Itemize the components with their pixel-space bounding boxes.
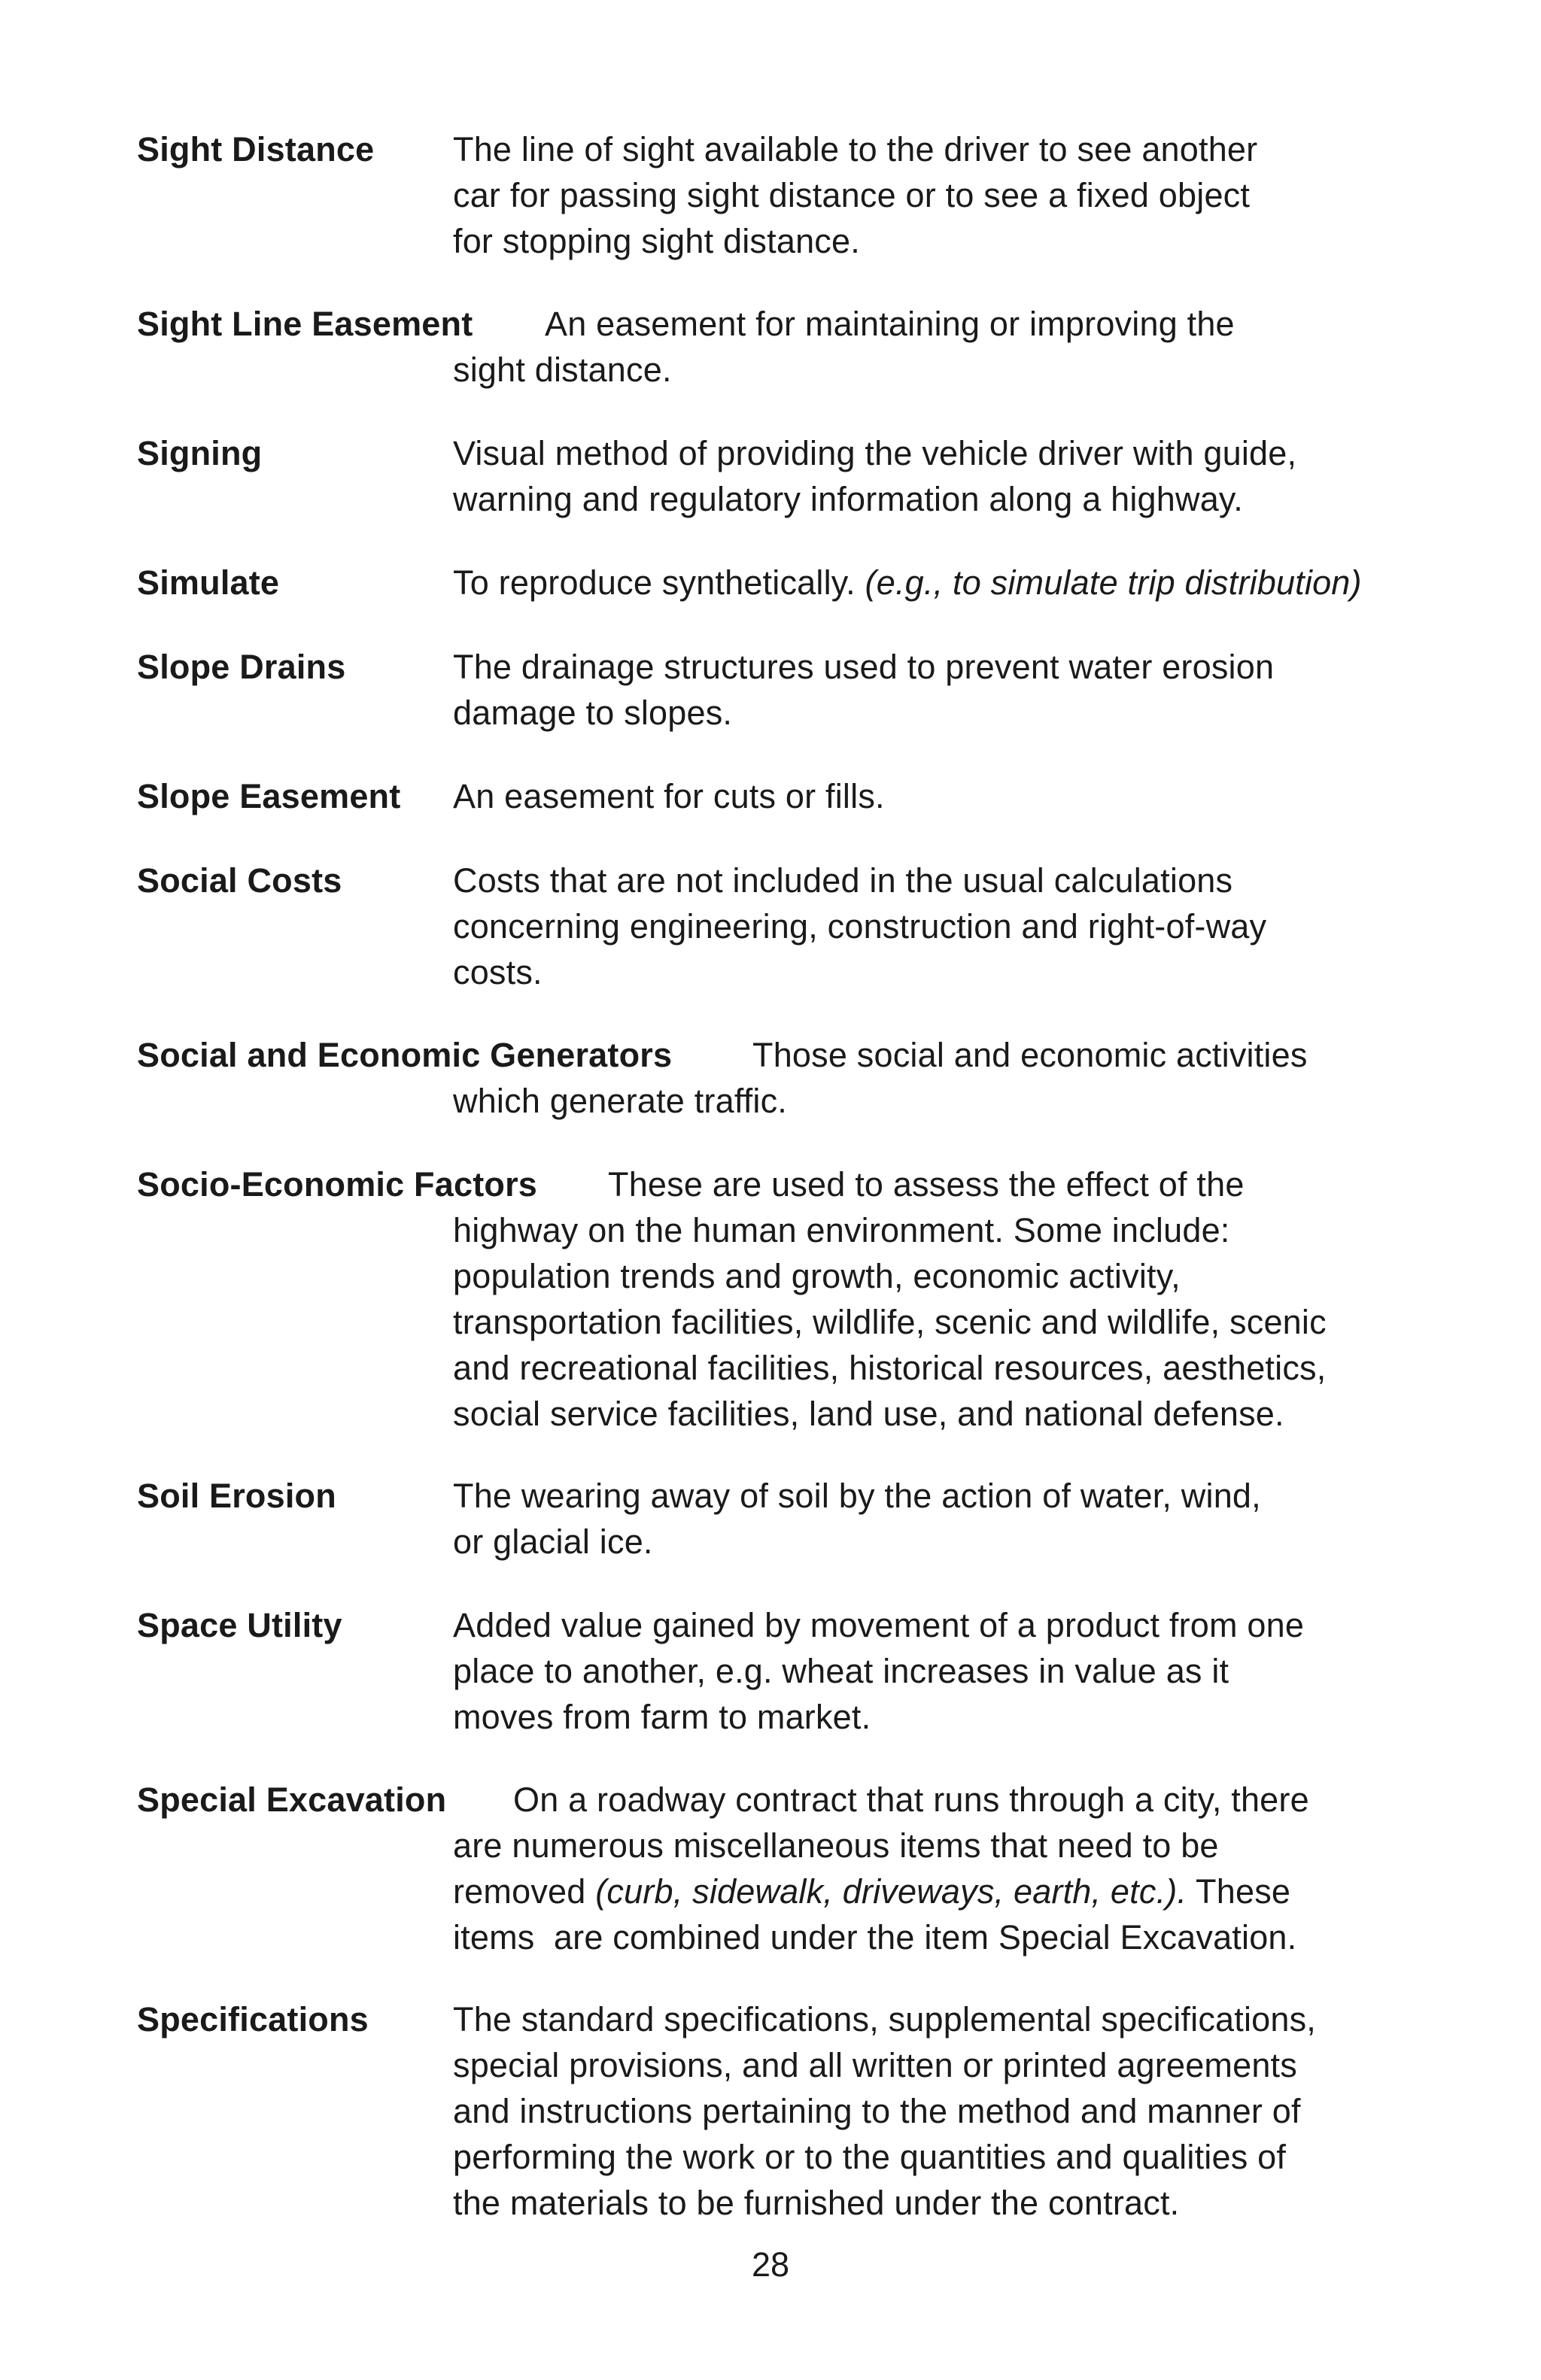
definition-line: Visual method of providing the vehicle driver with guide, (453, 434, 1297, 472)
definition (453, 347, 1401, 393)
term: Simulate (137, 563, 280, 602)
definition-line: which generate traffic. (453, 1082, 788, 1120)
definition (453, 126, 1401, 264)
page-number: 28 (751, 2245, 790, 2284)
definition-line: An easement for maintaining or improving the (545, 305, 1235, 343)
definition (453, 1207, 1401, 1437)
term: Slope Easement (137, 777, 401, 815)
term: Signing (137, 434, 263, 472)
definition-line: highway on the human environment. Some include: (453, 1211, 1230, 1249)
definition-line: the materials to be furnished under the contract. (453, 2184, 1180, 2222)
definition-line: The drainage structures used to prevent water erosion (453, 648, 1275, 686)
definition-line: The wearing away of soil by the action of water, wind, (453, 1477, 1261, 1515)
definition-line: place to another, e.g. wheat increases in value as it (453, 1652, 1229, 1690)
definition-line: concerning engineering, construction and right-of-way (453, 907, 1267, 946)
definition (453, 430, 1401, 522)
definition (453, 560, 1401, 606)
definition-text: To reproduce synthetically. (453, 563, 856, 602)
term: Sight Distance (137, 130, 375, 168)
definition-line: Those social and economic activities (752, 1036, 1308, 1074)
term: Space Utility (137, 1606, 342, 1644)
definition-line: Added value gained by movement of a product from one (453, 1606, 1305, 1644)
term: Social and Economic Generators (137, 1036, 673, 1074)
definition-line: moves from farm to market. (453, 1698, 871, 1736)
definition-line: An easement for cuts or fills. (453, 777, 885, 815)
definition-line: damage to slopes. (453, 694, 733, 732)
definition-line: and recreational facilities, historical resources, aesthetics, (453, 1349, 1327, 1387)
definition-example: (curb, sidewalk, driveways, earth, etc.). (595, 1872, 1187, 1911)
term: Sight Line Easement (137, 305, 473, 343)
definition (453, 1473, 1401, 1565)
definition-line: sight distance. (453, 351, 672, 389)
definition-line: These are used to assess the effect of the (608, 1165, 1245, 1204)
definition (453, 1823, 1401, 1960)
definition-line: Costs that are not included in the usual calculations (453, 861, 1233, 900)
definition-line: The line of sight available to the driver to see another (453, 130, 1258, 168)
definition (453, 1602, 1401, 1740)
definition (453, 773, 1401, 819)
definition-line: warning and regulatory information along a highway. (453, 480, 1243, 518)
definition-line: On a roadway contract that runs through a city, there (513, 1780, 1309, 1819)
term: Soil Erosion (137, 1477, 336, 1515)
definition-line: special provisions, and all written or printed agreements (453, 2046, 1297, 2084)
definition (453, 1078, 1401, 1124)
definition-text: These (1196, 1872, 1291, 1911)
term: Slope Drains (137, 648, 346, 686)
definition-line: or glacial ice. (453, 1522, 653, 1561)
definition-line: costs. (453, 953, 543, 991)
definition-example: (e.g., to simulate trip distribution) (865, 563, 1362, 602)
definition-text: removed (453, 1872, 586, 1911)
definition-line: items are combined under the item Special Excavation. (453, 1918, 1297, 1957)
term: Social Costs (137, 861, 342, 900)
definition (453, 858, 1401, 995)
definition-line: car for passing sight distance or to see a fixed object (453, 176, 1251, 214)
term: Socio-Economic Factors (137, 1165, 538, 1204)
definition-line: and instructions pertaining to the method and manner of (453, 2092, 1301, 2130)
definition-line: are numerous miscellaneous items that need to be (453, 1826, 1219, 1865)
definition-line: population trends and growth, economic activity, (453, 1257, 1181, 1295)
definition-line: performing the work or to the quantities and qualities of (453, 2138, 1287, 2176)
definition (453, 644, 1401, 736)
definition-line: for stopping sight distance. (453, 222, 860, 260)
definition (453, 1996, 1401, 2226)
definition-line: transportation facilities, wildlife, scenic and wildlife, scenic (453, 1303, 1327, 1341)
term: Specifications (137, 2000, 369, 2038)
definition-line: The standard specifications, supplemental specifications, (453, 2000, 1317, 2038)
term: Special Excavation (137, 1780, 447, 1819)
definition-line: social service facilities, land use, and national defense. (453, 1395, 1284, 1433)
